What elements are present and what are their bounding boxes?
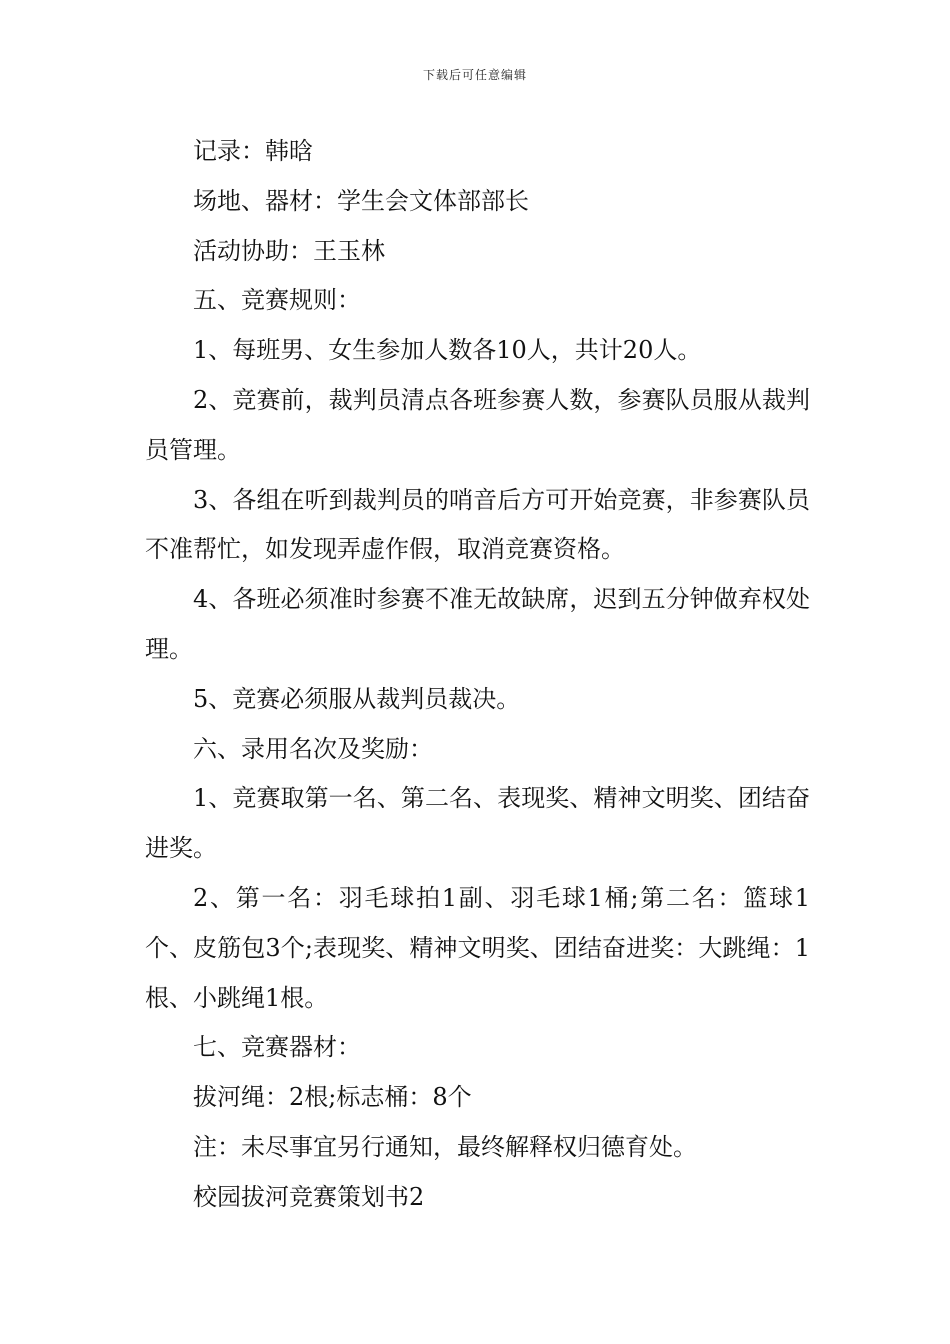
rule-item-3: 3、各组在听到裁判员的哨音后方可开始竞赛，非参赛队员不准帮忙，如发现弄虚作假，取消竞赛资格。 — [145, 485, 810, 564]
paragraph-venue-equipment: 场地、器材：学生会文体部部长 — [193, 186, 529, 215]
next-document-title: 校园拔河竞赛策划书2 — [193, 1182, 425, 1211]
rule-item-1: 1、每班男、女生参加人数各10人，共计20人。 — [193, 336, 702, 365]
paragraph-activity-assist: 活动协助：王玉林 — [193, 236, 385, 265]
rule-item-2: 2、竞赛前，裁判员清点各班参赛人数，参赛队员服从裁判员管理。 — [145, 385, 810, 464]
section-heading-awards: 六、录用名次及奖励： — [193, 734, 433, 763]
section-heading-equipment: 七、竞赛器材： — [193, 1033, 361, 1062]
equipment-list: 拔河绳：2根;标志桶：8个 — [193, 1083, 472, 1112]
paragraph-recorder: 记录：韩晗 — [193, 137, 313, 165]
paragraph-note: 注：未尽事宜另行通知，最终解释权归德育处。 — [193, 1132, 697, 1161]
award-item-2: 2、第一名：羽毛球拍1副、羽毛球1桶;第二名：篮球1个、皮筋包3个;表现奖、精神文明奖、团结奋进奖：大跳绳：1根、小跳绳1根。 — [145, 883, 810, 1012]
page-header-note: 下载后可任意编辑 — [422, 68, 527, 82]
rule-item-5: 5、竞赛必须服从裁判员裁决。 — [193, 684, 521, 713]
section-heading-rules: 五、竞赛规则： — [193, 286, 361, 315]
award-item-1: 1、竞赛取第一名、第二名、表现奖、精神文明奖、团结奋进奖。 — [145, 784, 810, 863]
document-body — [145, 127, 810, 1223]
rule-item-4: 4、各班必须准时参赛不准无故缺席，迟到五分钟做弃权处理。 — [145, 585, 810, 663]
